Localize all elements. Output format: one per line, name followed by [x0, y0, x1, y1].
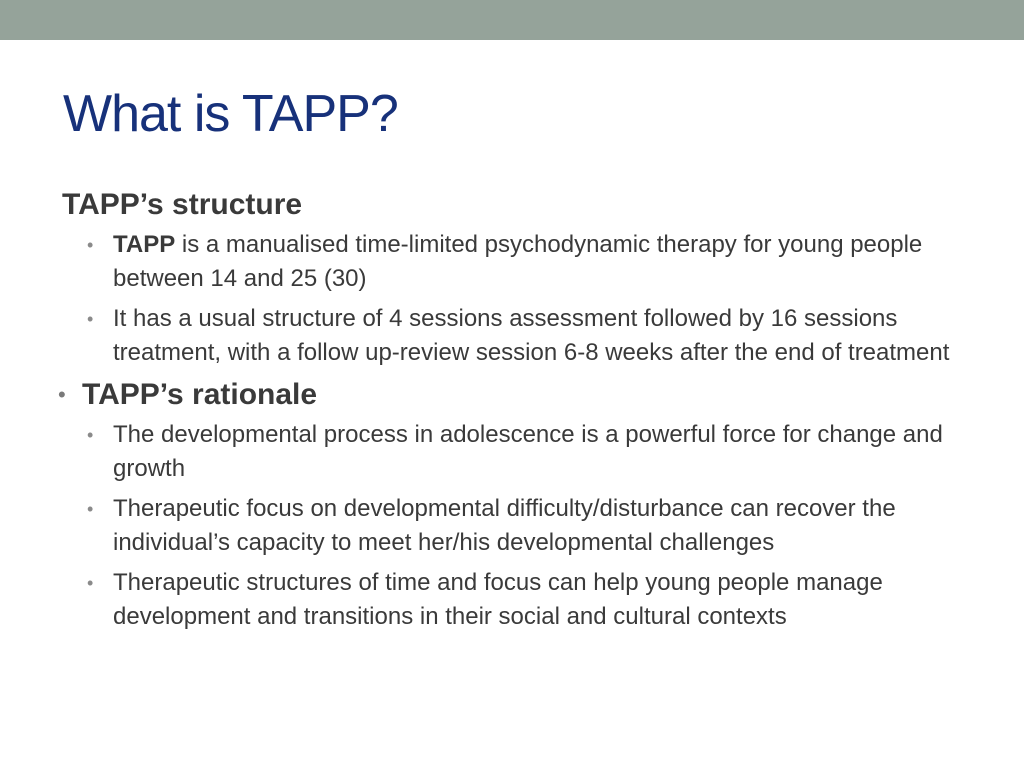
- bullet-icon: •: [58, 382, 66, 407]
- bullet-icon: •: [87, 425, 94, 445]
- bullet-icon: •: [87, 573, 94, 593]
- section-heading-structure: TAPP’s structure: [62, 188, 303, 221]
- structure-list: [62, 228, 1002, 370]
- item-text: is a manualised time-limited psychodynamic therapy for young people between 14 and 25 (30): [113, 231, 923, 292]
- section-heading-rationale: [58, 376, 1002, 414]
- item-text: Therapeutic structures of time and focus can help young people manage development and transitions in their social and cultural contexts: [113, 569, 883, 630]
- list-item: [62, 418, 1002, 486]
- bullet-icon: •: [87, 309, 94, 329]
- slide-content: [58, 186, 1002, 634]
- top-accent-bar: [0, 0, 1024, 40]
- list-item: [62, 492, 1002, 560]
- bullet-icon: •: [87, 235, 94, 255]
- list-item: [62, 302, 1002, 370]
- list-item: [62, 566, 1002, 634]
- item-lead-text: TAPP: [113, 231, 176, 258]
- rationale-list: [62, 418, 1002, 634]
- section-heading-text: TAPP’s rationale: [82, 378, 318, 411]
- item-text: Therapeutic focus on developmental difficulty/disturbance can recover the individual’s capacity to meet her/his developmental challenges: [113, 495, 896, 556]
- list-item: [62, 228, 1002, 296]
- slide-title: What is TAPP?: [63, 85, 398, 143]
- bullet-icon: •: [87, 499, 94, 519]
- item-text: The developmental process in adolescence is a powerful force for change and growth: [113, 421, 943, 482]
- item-text: It has a usual structure of 4 sessions assessment followed by 16 sessions treatment, with a follow up-review session 6-8 weeks after the end of treatment: [113, 305, 950, 366]
